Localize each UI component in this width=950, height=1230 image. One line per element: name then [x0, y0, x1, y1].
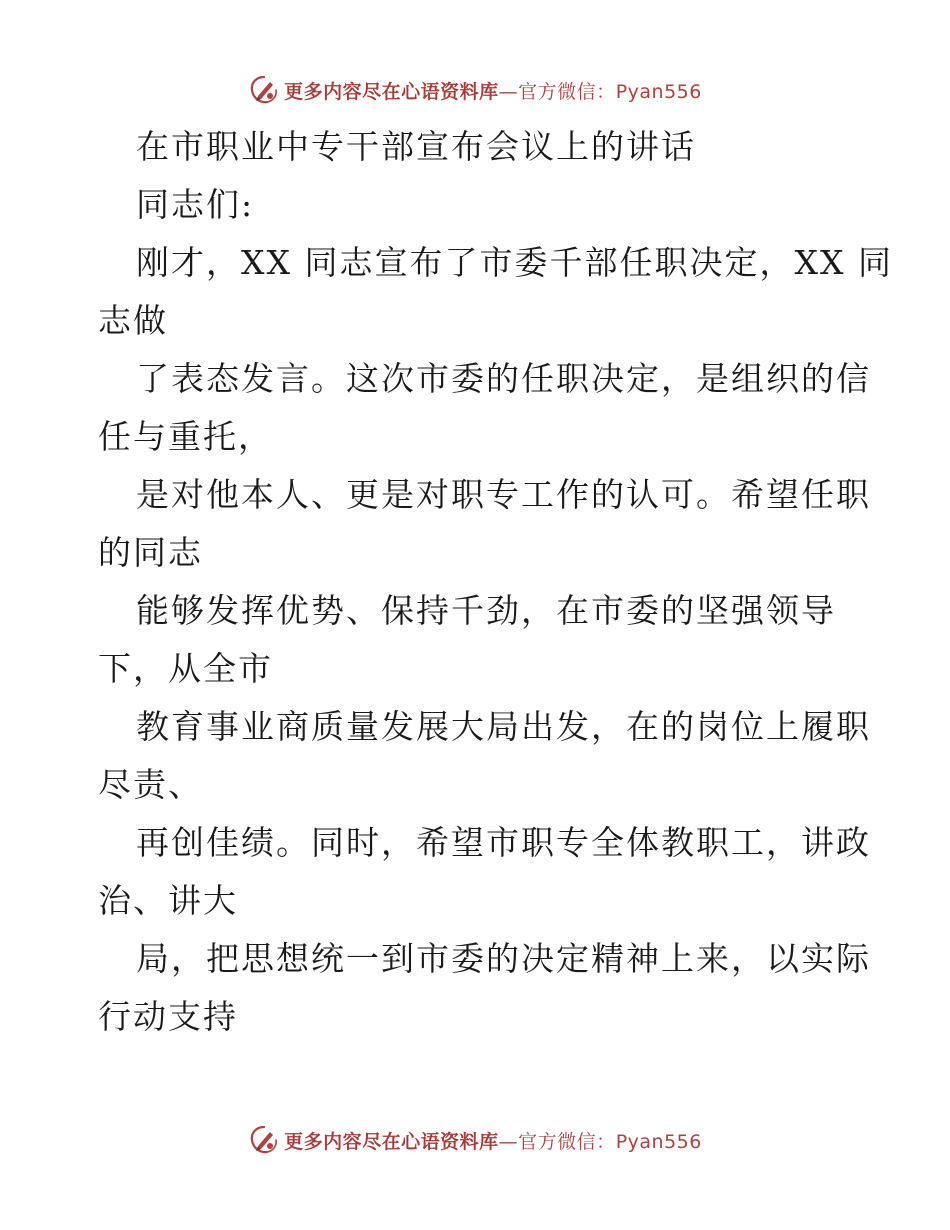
- document-body: [98, 118, 893, 1046]
- text-line: 了表态发言。这次市委的任职决定，是组织的信: [136, 359, 871, 398]
- pen-swirl-icon: [248, 1124, 280, 1156]
- wechat-id: Pyan556: [615, 1130, 702, 1153]
- text-line: 治、讲大: [98, 881, 238, 920]
- text-line: 行动支持: [98, 997, 238, 1036]
- text-line: 志做: [98, 301, 168, 340]
- text-line: 刚才，XX 同志宣布了市委千部任职决定，XX 同: [136, 243, 893, 282]
- header-banner: [0, 70, 950, 110]
- text-line: 是对他本人、更是对职专工作的认可。希望任职: [136, 475, 871, 514]
- text-line: 局，把思想统一到市委的决定精神上来，以实际: [136, 939, 871, 978]
- wechat-id: Pyan556: [615, 80, 702, 103]
- text-line: 的同志: [98, 533, 203, 572]
- banner-text: 更多内容尽在心语资料库—官方微信：Pyan556: [284, 80, 702, 103]
- banner-text: 更多内容尽在心语资料库—官方微信：Pyan556: [284, 1130, 702, 1153]
- footer-banner: [0, 1120, 950, 1160]
- text-line: 能够发挥优势、保持千劲，在市委的坚强领导: [136, 591, 836, 630]
- text-line: 任与重托，: [98, 417, 273, 456]
- pen-swirl-icon: [248, 74, 280, 106]
- salutation: 同志们:: [136, 185, 255, 224]
- text-line: 尽责、: [98, 765, 203, 804]
- text-line: 再创佳绩。同时，希望市职专全体教职工，讲政: [136, 823, 871, 862]
- text-line: 教育事业商质量发展大局出发，在的岗位上履职: [136, 707, 871, 746]
- document-title: 在市职业中专干部宣布会议上的讲话: [136, 127, 696, 166]
- text-line: 下，从全市: [98, 649, 273, 688]
